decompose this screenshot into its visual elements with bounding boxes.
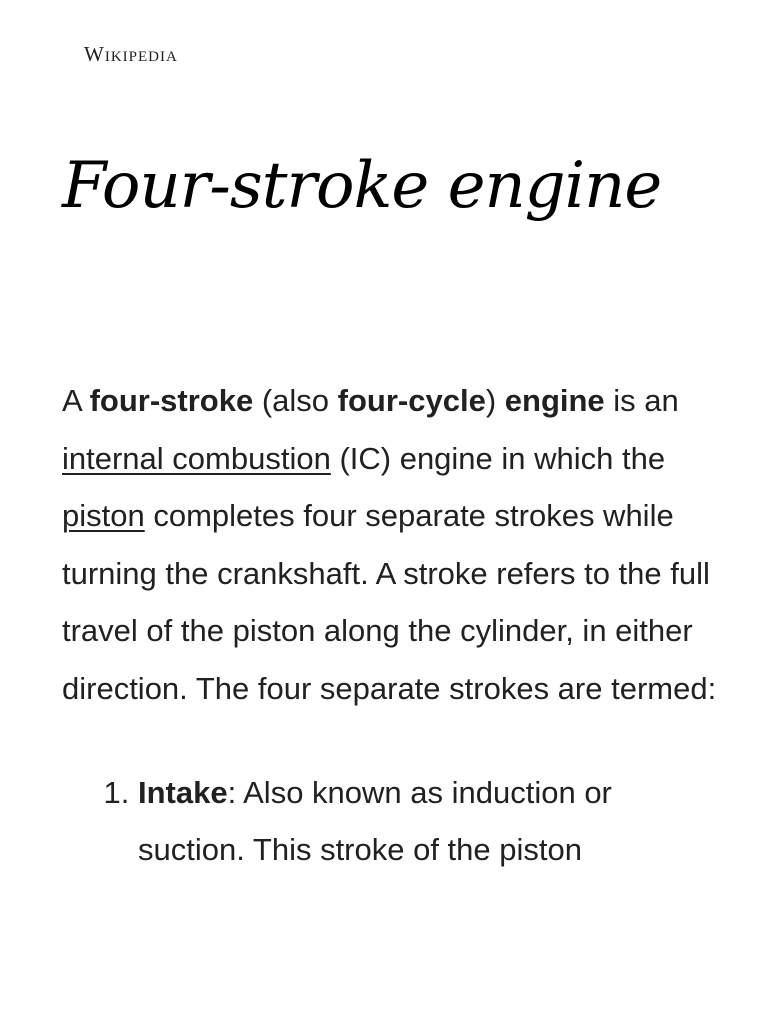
intro-text: (also bbox=[253, 383, 338, 418]
intro-text: ) bbox=[485, 383, 505, 418]
intro-paragraph bbox=[62, 372, 722, 718]
intro-text: A bbox=[62, 383, 90, 418]
intro-text: completes four separate strokes while turning the crankshaft. A stroke refers to the full travel of the piston along the cylinder, in either direction. The four separate strokes are termed: bbox=[62, 498, 717, 706]
intro-text: (IC) engine in which the bbox=[330, 440, 666, 476]
stroke-description: : Also known as induction or suction. This stroke of the piston bbox=[138, 774, 612, 868]
article-content bbox=[62, 372, 722, 879]
strokes-list bbox=[62, 764, 722, 879]
stroke-term: Intake bbox=[138, 774, 228, 810]
intro-text: is an bbox=[604, 383, 679, 418]
list-item-intake bbox=[138, 764, 722, 879]
link-piston[interactable]: piston bbox=[62, 498, 145, 534]
link-internal-combustion[interactable]: internal combustion bbox=[62, 440, 331, 476]
bold-term-four-stroke: four-stroke bbox=[89, 383, 254, 418]
bold-term-engine: engine bbox=[504, 383, 605, 418]
wikipedia-wordmark[interactable]: Wikipedia bbox=[84, 42, 178, 66]
page-title: Four-stroke engine bbox=[62, 149, 662, 223]
bold-term-four-cycle: four-cycle bbox=[337, 383, 486, 418]
